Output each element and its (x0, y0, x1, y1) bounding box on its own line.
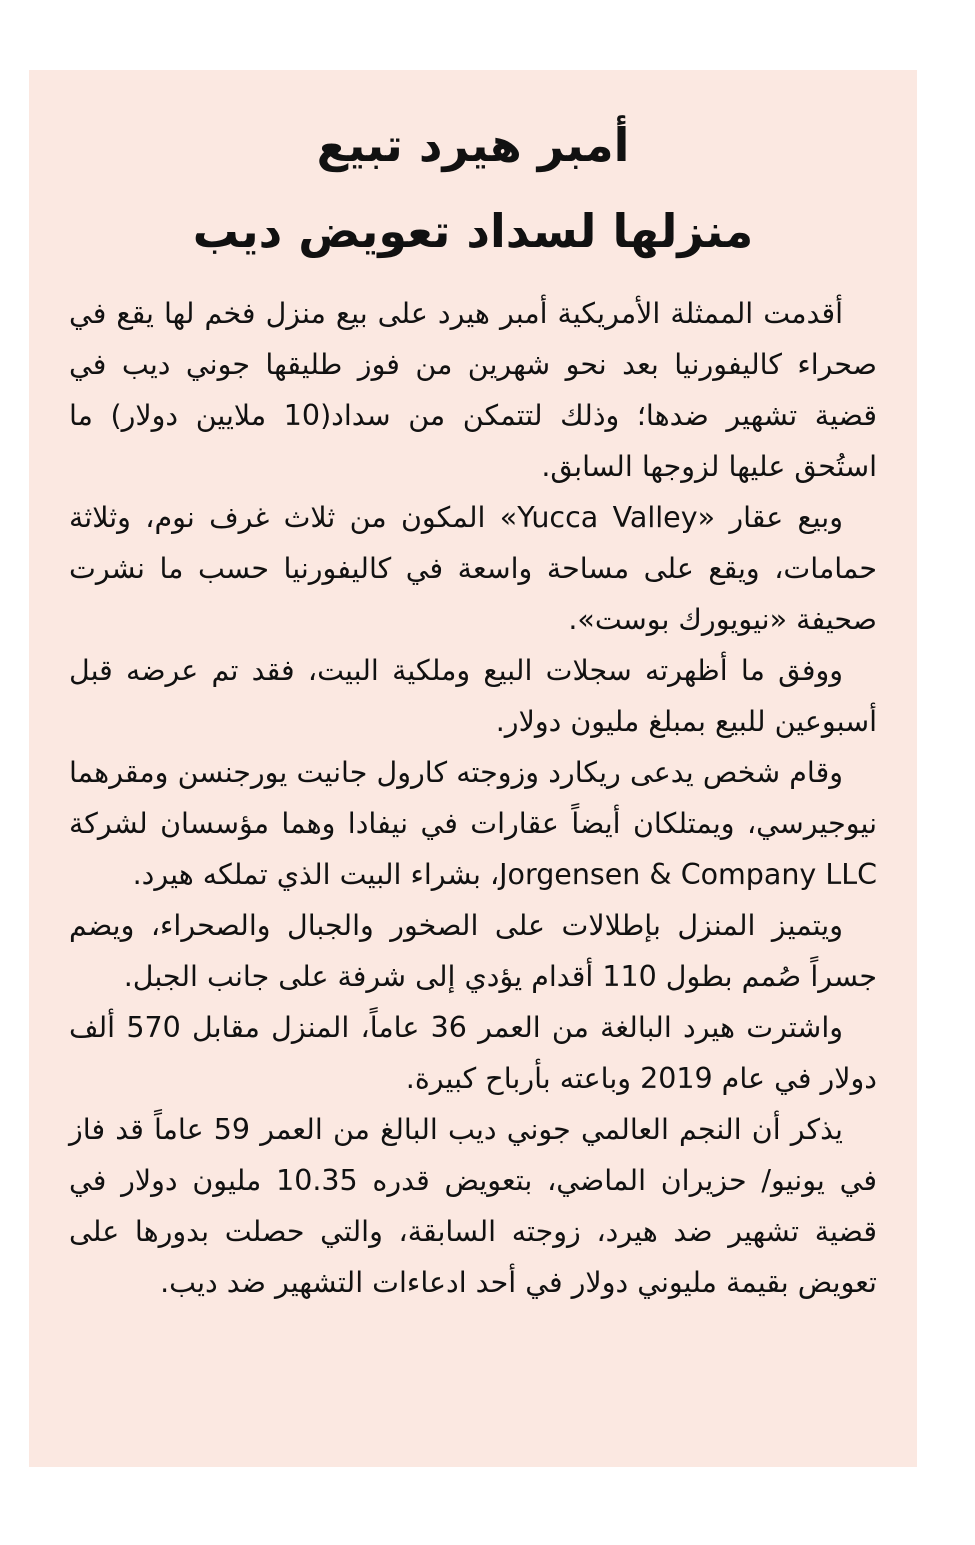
paragraph-6: واشترت هيرد البالغة من العمر 36 عاماً، المنزل مقابل 570 ألف دولار في عام 2019 وباعته بأرباح كبيرة. (69, 1011, 877, 1095)
paragraph-2: وبيع عقار «Yucca Valley» المكون من ثلاث غرف نوم، وثلاثة حمامات، ويقع على مساحة واسعة في كاليفورنيا حسب ما نشرت صحيفة «نيويورك بوست». (69, 501, 877, 636)
headline-line-2: منزلها لسداد تعويض ديب (192, 204, 754, 258)
paragraph-1: أقدمت الممثلة الأمريكية أمبر هيرد على بيع منزل فخم لها يقع في صحراء كاليفورنيا بعد نحو شهرين من فوز طليقها جوني ديب في قضية تشهير ضدها؛ وذلك لتتمكن من سداد(10 ملايين دولار) ما استُحق عليها لزوجها السابق. (69, 297, 878, 483)
article-headline (69, 102, 877, 274)
article-body (69, 288, 877, 1308)
paragraph-3: ووفق ما أظهرته سجلات البيع وملكية البيت، فقد تم عرضه قبل أسبوعين للبيع بمبلغ مليون دولار. (69, 654, 877, 738)
paragraph-4: وقام شخص يدعى ريكارد وزوجته كارول جانيت يورجنسن ومقرهما نيوجيرسي، ويمتلكان أيضاً عقارات في نيفادا وهما مؤسسان لشركة Jorgensen & Company LLC، بشراء البيت الذي تملكه هيرد. (69, 756, 877, 891)
headline-line-1: أمبر هيرد تبيع (316, 118, 630, 172)
article-box (29, 70, 917, 1467)
paragraph-5: ويتميز المنزل بإطلالات على الصخور والجبال والصحراء، ويضم جسراً صُمم بطول 110 أقدام يؤدي إلى شرفة على جانب الجبل. (69, 909, 877, 993)
paragraph-7: يذكر أن النجم العالمي جوني ديب البالغ من العمر 59 عاماً قد فاز في يونيو/ حزيران الماضي، بتعويض قدره 10.35 مليون دولار في قضية تشهير ضد هيرد، زوجته السابقة، والتي حصلت بدورها على تعويض بقيمة مليوني دولار في أحد ادعاءات التشهير ضد ديب. (69, 1113, 877, 1299)
